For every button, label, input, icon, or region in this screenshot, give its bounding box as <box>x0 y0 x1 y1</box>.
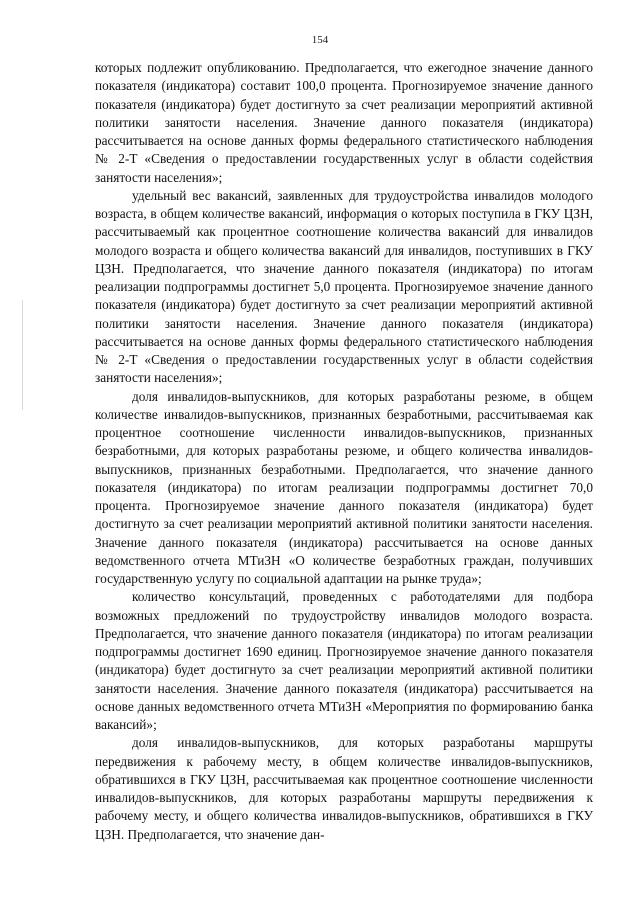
margin-scan-mark <box>22 300 23 410</box>
paragraph-vacancies-share: удельный вес вакансий, заявленных для трудоустройства инвалидов молодого возраста, в общем количестве вакансий, информация о которых поступила в ГКУ ЦЗН, рассчитываемый как процентное соотношение количества вакансий для инвалидов молодого возраста и общего количества вакансий для инвалидов, поступивших в ГКУ ЦЗН. Предполагается, что значение данного показателя (индикатора) по итогам реализации подпрограммы достигнет 5,0 процента. Прогнозируемое значение данного показателя (индикатора) будет достигнуто за счет реализации мероприятий активной политики занятости населения. Значение данного показателя (индикатора) рассчитывается на основе данных формы федерального статистического наблюдения № 2-Т «Сведения о предоставлении государственных услуг в области содействия занятости населения»; <box>95 187 593 386</box>
paragraph-route-share: доля инвалидов-выпускников, для которых разработаны маршруты передвижения к рабочему месту, в общем количестве инвалидов-выпускников, обратившихся в ГКУ ЦЗН, рассчитываемая как процентное соотношение численности инвалидов-выпускников, для которых разработаны маршруты передвижения к рабочему месту, и общего количества инвалидов-выпускников, обратившихся в ГКУ ЦЗН. Предполагается, что значение дан- <box>95 735 593 842</box>
paragraph-resume-share: доля инвалидов-выпускников, для которых разработаны резюме, в общем количестве инвалидов-выпускников, признанных безработными, рассчитываемая как процентное соотношение численности инвалидов-выпускников, признанных безработными, для которых разработаны резюме, и общего количества инвалидов-выпускников, признанных безработными. Предполагается, что значение данного показателя (индикатора) по итогам реализации подпрограммы достигнет 70,0 процента. Прогнозируемое значение данного показателя (индикатора) будет достигнуто за счет реализации мероприятий активной политики занятости населения. Значение данного показателя (индикатора) рассчитывается на основе данных ведомственного отчета МТиЗН «О количестве безработных граждан, получивших государственную услугу по социальной адаптации на рынке труда»; <box>95 388 593 586</box>
document-body <box>95 59 593 844</box>
paragraph-continuation: которых подлежит опубликованию. Предполагается, что ежегодное значение данного показателя (индикатора) составит 100,0 процента. Прогнозируемое значение данного показателя (индикатора) будет достигнуто за счет реализации мероприятий активной политики занятости населения. Значение данного показателя (индикатора) рассчитывается на основе данных формы федерального статистического наблюдения № 2-Т «Сведения о предоставлении государственных услуг в области содействия занятости населения»; <box>95 60 593 185</box>
page-number: 154 <box>311 34 329 46</box>
paragraph-employer-consultations: количество консультаций, проведенных с работодателями для подбора возможных предложений по трудоустройству инвалидов молодого возраста. Предполагается, что значение данного показателя (индикатора) по итогам реализации подпрограммы достигнет 1690 единиц. Прогнозируемое значение данного показателя (индикатора) будет достигнуто за счет реализации мероприятий активной политики занятости населения. Значение данного показателя (индикатора) рассчитывается на основе данных ведомственного отчета МТиЗН «Мероприятия по формированию банка вакансий»; <box>95 589 593 732</box>
